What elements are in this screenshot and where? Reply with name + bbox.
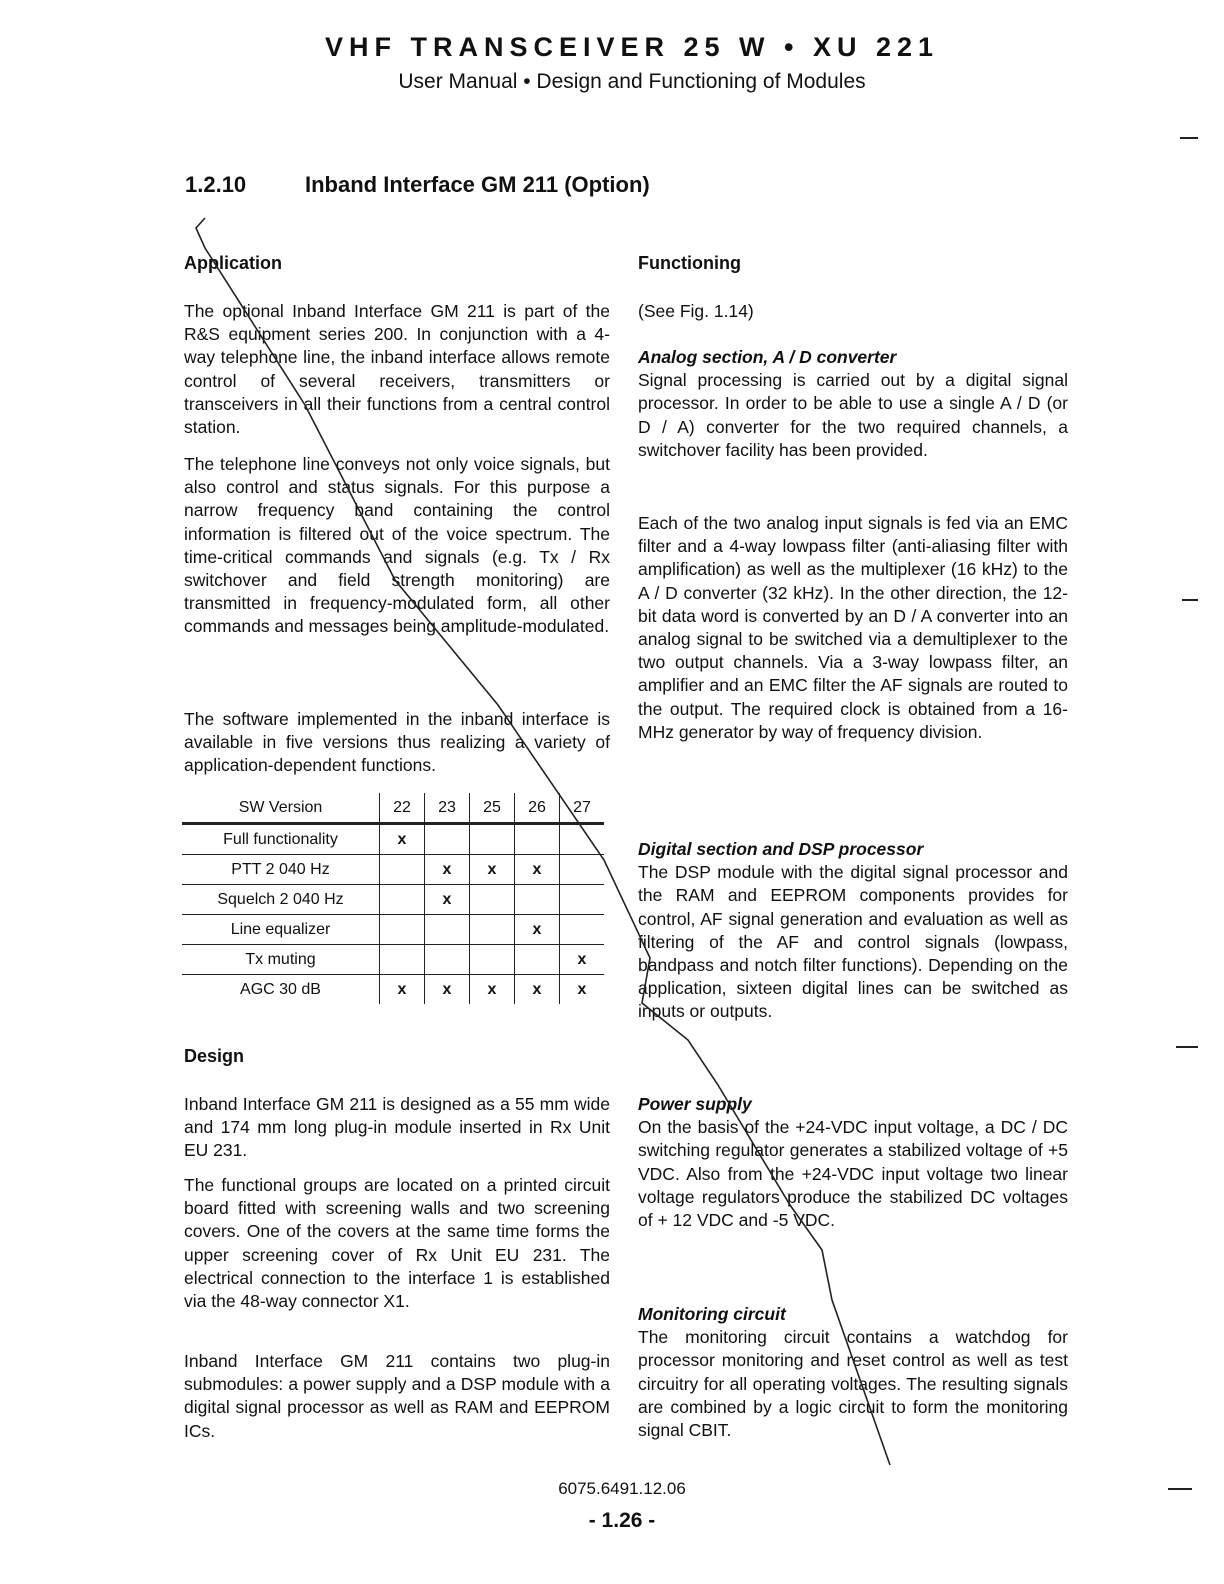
row-label: PTT 2 040 Hz	[182, 855, 380, 885]
design-heading-text: Design	[184, 1046, 245, 1066]
monitoring-heading: Monitoring circuit	[638, 1304, 786, 1324]
row-label: AGC 30 dB	[240, 980, 321, 998]
table-cell: x	[470, 975, 515, 1005]
paragraph: The telephone line conveys not only voice signals, but also control and status signals. For this purpose a narrow frequency band containing the control information is filtered out of the voice spectrum. The time-critical commands and signals (e.g. Tx / Rx switchover and field strength monitoring) are transmitted in frequency-modulated form, all other commands and messages being amplitude-modulated.	[184, 454, 610, 637]
table-header-label: SW Version	[182, 793, 380, 824]
version-header: 25	[470, 793, 515, 824]
version-header: 23	[425, 793, 470, 824]
paragraph: On the basis of the +24-VDC input voltage, a DC / DC switching regulator generates a stabilized voltage of +5 VDC. Also from the +24-VDC input voltage two linear voltage regulators produce the stabilized DC voltages of + 12 VDC and -5 VDC.	[638, 1117, 1068, 1231]
paragraph: The monitoring circuit contains a watchdog for processor monitoring and reset control as well as test circuitry for all operating voltages. The resulting signals are combined by a logic circuit to form the monitoring signal CBIT.	[638, 1327, 1068, 1441]
page-number: - 1.26 -	[588, 1509, 656, 1532]
application-heading-text: Application	[184, 253, 282, 273]
version-header: 26	[515, 793, 560, 824]
functioning-heading-text: Functioning	[638, 253, 741, 273]
section-number: 1.2.10	[185, 172, 247, 197]
paragraph: Inband Interface GM 211 is designed as a 55 mm wide and 174 mm long plug-in module inserted in Rx Unit EU 231.	[184, 1094, 610, 1161]
paragraph: The software implemented in the inband interface is available in five versions thus realizing a variety of application-dependent functions.	[184, 709, 610, 776]
table-cell: x	[515, 855, 560, 885]
table-cell: x	[515, 975, 560, 1005]
table-cell: x	[380, 975, 425, 1005]
version-header: 27	[560, 793, 605, 824]
digital-heading: Digital section and DSP processor	[638, 839, 924, 859]
table-cell: x	[515, 915, 560, 945]
document-code: 6075.6491.12.06	[558, 1479, 686, 1498]
paragraph: Signal processing is carried out by a digital signal processor. In order to be able to use a single A / D (or D / A) converter for the two required channels, a switchover facility has been provided.	[638, 370, 1068, 460]
document-subtitle: User Manual • Design and Functioning of Modules	[398, 70, 866, 93]
paragraph: The DSP module with the digital signal processor and the RAM and EEPROM components provides for control, AF signal generation and evaluation as well as filtering of the AF and control signals (lowpass, bandpass and notch filter functions). Depending on the application, sixteen digital lines can be switched as inputs or outputs.	[638, 862, 1068, 1022]
analog-heading: Analog section, A / D converter	[638, 347, 897, 367]
table-cell: x	[425, 975, 470, 1005]
section-title: Inband Interface GM 211 (Option)	[305, 172, 650, 197]
table-cell: x	[425, 885, 470, 915]
paragraph: Inband Interface GM 211 contains two plug-in submodules: a power supply and a DSP module with a digital signal processor as well as RAM and EEPROM ICs.	[184, 1351, 610, 1441]
table-cell: x	[425, 855, 470, 885]
table-cell: x	[470, 855, 515, 885]
table-cell: x	[560, 945, 605, 975]
paragraph: The optional Inband Interface GM 211 is part of the R&S equipment series 200. In conjunction with a 4-way telephone line, the inband interface allows remote control of several receivers, transmitters or transceivers in all their functions from a central control station.	[184, 301, 610, 438]
stray-pen-line	[196, 218, 890, 1465]
row-label: Full functionality	[182, 824, 380, 855]
paragraph: Each of the two analog input signals is fed via an EMC filter and a 4-way lowpass filter (anti-aliasing filter with amplification) as well as the multiplexer (16 kHz) to the A / D converter (32 kHz). In the other direction, the 12-bit data word is converted by an D / A converter into an analog signal to be switched via a demultiplexer to the two output channels. Via a 3-way lowpass filter, an amplifier and an EMC filter the AF signals are routed to the output. The required clock is obtained from a 16-MHz generator by way of frequency division.	[638, 513, 1068, 742]
paragraph: The functional groups are located on a printed circuit board fitted with screening walls and two screening covers. One of the covers at the same time forms the upper screening cover of Rx Unit EU 231. The electrical connection to the interface 1 is established via the 48-way connector X1.	[184, 1175, 610, 1312]
version-header: 22	[380, 793, 425, 824]
row-label: Tx muting	[182, 945, 380, 975]
power-heading: Power supply	[638, 1094, 752, 1114]
table-cell: x	[560, 975, 605, 1005]
table-cell: x	[380, 824, 425, 855]
row-label: Squelch 2 040 Hz	[182, 885, 380, 915]
figure-reference-text: (See Fig. 1.14)	[638, 301, 754, 321]
document-title: VHF TRANSCEIVER 25 W • XU 221	[324, 32, 940, 62]
row-label: Line equalizer	[182, 915, 380, 945]
